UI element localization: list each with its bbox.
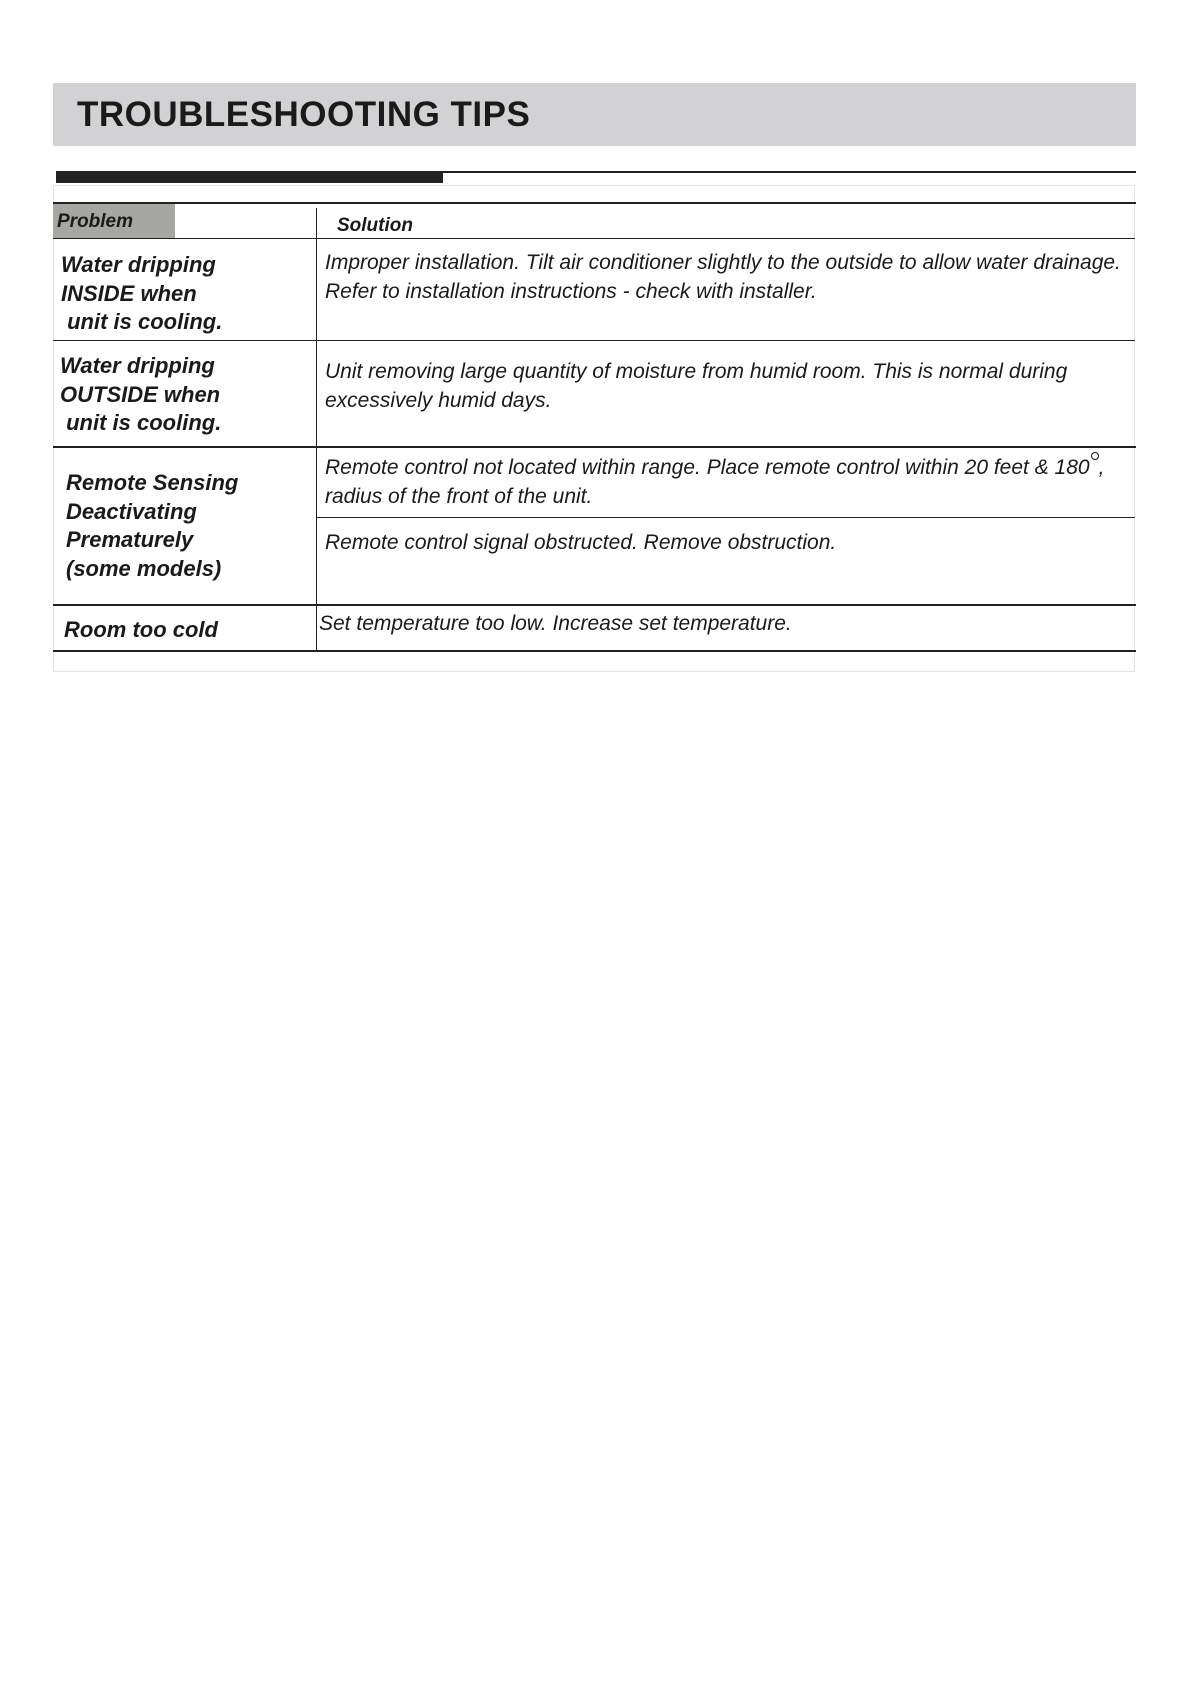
page-title: TROUBLESHOOTING TIPS <box>77 95 531 134</box>
solution-cell <box>319 610 792 639</box>
solution-line: Set temperature too low. Increase set temperature. <box>319 612 792 635</box>
problem-line: (some models) <box>66 555 222 581</box>
problem-line: Prematurely <box>66 527 194 552</box>
problem-line: OUTSIDE when <box>60 381 221 407</box>
solution-line <box>325 452 1104 483</box>
solution-cell <box>325 358 1067 415</box>
problem-line: Water dripping <box>61 252 216 277</box>
table-top-rule <box>53 202 1136 204</box>
problem-line: Room too cold <box>64 617 218 642</box>
table-bottom-rule <box>53 650 1136 652</box>
row-2-bottom-rule <box>53 446 1136 448</box>
title-band <box>53 83 1136 146</box>
solution-cell <box>325 452 1104 511</box>
solution-cell <box>325 529 836 558</box>
solution-line: radius of the front of the unit. <box>325 484 593 508</box>
solution-line: Unit removing large quantity of moisture from humid room. This is normal during <box>325 360 1068 383</box>
row-3-bottom-rule <box>53 604 1136 606</box>
solution-line: Remote control signal obstructed. Remove obstruction. <box>325 531 837 554</box>
problem-cell <box>60 352 221 438</box>
problem-line: unit is cooling. <box>61 309 223 334</box>
problem-cell <box>64 616 218 645</box>
solution-line: Improper installation. Tilt air conditioner slightly to the outside to allow water drainage. <box>325 251 1121 274</box>
header-bottom-rule <box>53 238 1135 239</box>
problem-cell <box>61 251 222 337</box>
row-1-bottom-rule <box>53 340 1135 341</box>
problem-header-label: Problem <box>57 211 134 232</box>
solution-cell <box>325 249 1121 306</box>
header-rule-thick <box>56 172 443 183</box>
solution-column-header: Solution <box>337 215 413 236</box>
problem-column-header <box>53 204 175 238</box>
column-divider <box>316 208 317 651</box>
degree-suffix: , <box>1098 456 1105 479</box>
problem-line: Deactivating <box>66 498 197 524</box>
problem-line: INSIDE when <box>61 280 197 306</box>
problem-cell <box>66 469 238 583</box>
problem-line: Remote Sensing <box>66 470 239 495</box>
solution-line: excessively humid days. <box>325 388 552 412</box>
degree-symbol-icon <box>1091 452 1099 460</box>
solution-line-text: Remote control not located within range. Place remote control within 20 feet & 180 <box>325 456 1090 479</box>
problem-line: Water dripping <box>60 353 215 378</box>
problem-line: unit is cooling. <box>60 410 222 435</box>
solution-line: Refer to installation instructions - check with installer. <box>325 279 817 303</box>
row-3-inner-rule <box>316 517 1135 518</box>
